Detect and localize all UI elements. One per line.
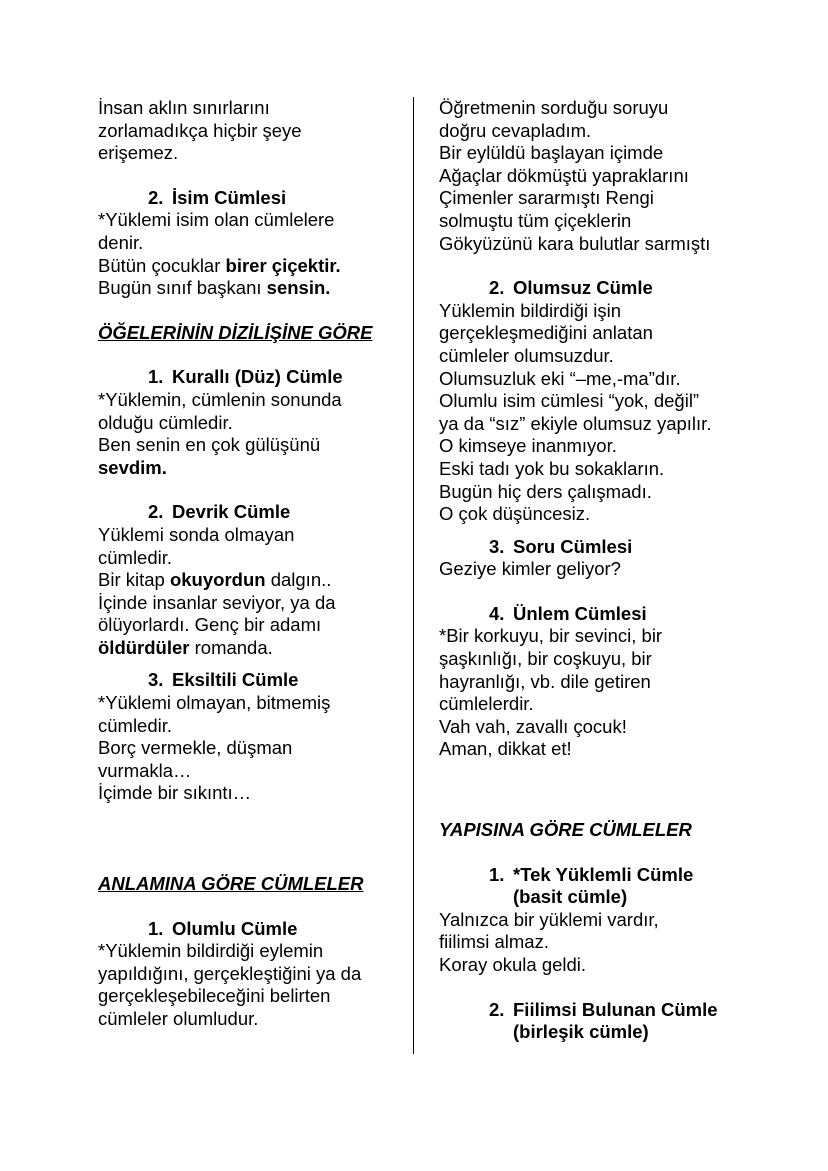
text-line: cümledir. xyxy=(98,546,173,568)
heading-subtitle: (birleşik cümle) xyxy=(513,1021,649,1043)
example-line: Eski tadı yok bu sokakların. xyxy=(439,457,665,479)
example-line: O kimseye inanmıyor. xyxy=(439,435,617,457)
example-line: vurmakla… xyxy=(98,759,192,781)
heading-number: 1. xyxy=(148,366,164,388)
text-line: denir. xyxy=(98,231,144,253)
example-line xyxy=(98,637,403,660)
heading-title: Olumlu Cümle xyxy=(172,917,298,939)
heading-title: Eksiltili Cümle xyxy=(172,669,299,691)
heading-number: 3. xyxy=(489,535,505,557)
example-text: romanda. xyxy=(189,636,273,658)
heading-number: 2. xyxy=(148,186,164,208)
example-line: Koray okula geldi. xyxy=(439,954,587,975)
heading-olumlu-cumle xyxy=(98,918,403,941)
heading-title: İsim Cümlesi xyxy=(172,186,287,208)
text-line: gerçekleşmediğini anlatan xyxy=(439,322,653,344)
text-line: cümleler olumsuzdur. xyxy=(439,344,614,366)
heading-unlem-cumlesi xyxy=(439,603,739,626)
text-line: gerçekleşebileceğini belirten xyxy=(98,985,331,1007)
heading-number: 2. xyxy=(489,998,505,1020)
section-title-yapi: YAPISINA GÖRE CÜMLELER xyxy=(439,819,692,841)
heading-fiilimsi-cumle xyxy=(439,999,739,1044)
example-line xyxy=(98,569,403,592)
heading-title: Ünlem Cümlesi xyxy=(513,602,647,624)
example-line: Aman, dikkat et! xyxy=(439,738,572,760)
example-bold: öldürdüler xyxy=(98,636,190,658)
example-bold: okuyordun xyxy=(169,569,266,591)
heading-olumsuz-cumle xyxy=(439,277,739,300)
text-line: İnsan aklın sınırlarını xyxy=(98,97,270,118)
text-line: *Yüklemi olmayan, bitmemiş xyxy=(98,692,331,714)
text-line: Bir eylüldü başlayan içimde xyxy=(439,142,664,164)
heading-title: Kurallı (Düz) Cümle xyxy=(172,366,343,388)
heading-title: Olumsuz Cümle xyxy=(513,277,653,299)
text-line: hayranlığı, vb. dile getiren xyxy=(439,670,651,692)
heading-title: Devrik Cümle xyxy=(172,501,291,523)
text-line: Yüklemin bildirdiği işin xyxy=(439,299,621,321)
example-line: ölüyorlardı. Genç bir adamı xyxy=(98,614,322,636)
heading-kuralli-cumle xyxy=(98,366,403,389)
example-line: Borç vermekle, düşman xyxy=(98,737,293,759)
example-line: Ben senin en çok gülüşünü xyxy=(98,434,321,456)
text-line: solmuştu tüm çiçeklerin xyxy=(439,209,632,231)
heading-number: 2. xyxy=(148,501,164,523)
example-line: Geziye kimler geliyor? xyxy=(439,558,621,580)
example-bold: sensin. xyxy=(266,277,331,299)
text-line: cümledir. xyxy=(98,714,173,736)
heading-devrik-cumle xyxy=(98,501,403,524)
text-line: Ağaçlar dökmüştü yapraklarını xyxy=(439,164,689,186)
text-line: Yüklemi sonda olmayan xyxy=(98,523,295,545)
example-line: İçimde bir sıkıntı… xyxy=(98,782,252,804)
example-line: O çok düşüncesiz. xyxy=(439,503,591,525)
text-line: fiilimsi almaz. xyxy=(439,931,549,953)
text-line: *Yüklemi isim olan cümlelere xyxy=(98,209,335,231)
right-column xyxy=(439,97,739,1044)
example-text: dalgın.. xyxy=(265,569,332,591)
text-line: doğru cevapladım. xyxy=(439,119,592,141)
section-title-anlam: ANLAMINA GÖRE CÜMLELER xyxy=(98,873,364,895)
text-line: *Yüklemin, cümlenin sonunda xyxy=(98,388,342,410)
text-line: Öğretmenin sorduğu soruyu xyxy=(439,97,669,118)
text-line: *Yüklemin bildirdiği eylemin xyxy=(98,940,324,962)
text-line: Yalnızca bir yüklemi vardır, xyxy=(439,908,659,930)
heading-title: Fiilimsi Bulunan Cümle xyxy=(513,998,718,1020)
heading-number: 1. xyxy=(148,917,164,939)
column-divider xyxy=(413,97,414,1054)
heading-title: *Tek Yüklemli Cümle xyxy=(513,863,694,885)
heading-isim-cumlesi xyxy=(98,187,403,210)
heading-subtitle: (basit cümle) xyxy=(513,886,628,908)
text-line: Olumsuzluk eki “–me,-ma”dır. xyxy=(439,367,681,389)
heading-tek-yuklemli-cumle xyxy=(439,864,739,909)
text-line: cümlelerdir. xyxy=(439,693,534,715)
text-line: yapıldığını, gerçekleştiğini ya da xyxy=(98,962,362,984)
example-line xyxy=(98,457,403,480)
example-line: Bugün hiç ders çalışmadı. xyxy=(439,480,652,502)
heading-eksiltili-cumle xyxy=(98,669,403,692)
example-text: Bir kitap xyxy=(98,569,170,591)
example-bold: birer çiçektir. xyxy=(225,254,341,276)
text-line: ya da “sız” ekiyle olumsuz yapılır. xyxy=(439,412,712,434)
example-bold: sevdim. xyxy=(98,456,167,478)
section-title-dizilis: ÖĞELERİNİN DİZİLİŞİNE GÖRE xyxy=(98,321,373,343)
text-line: zorlamadıkça hiçbir şeye xyxy=(98,119,302,141)
text-line: olduğu cümledir. xyxy=(98,411,233,433)
example-line: İçinde insanlar seviyor, ya da xyxy=(98,591,336,613)
heading-number: 1. xyxy=(489,863,505,885)
heading-number: 3. xyxy=(148,669,164,691)
heading-number: 2. xyxy=(489,277,505,299)
text-line: *Bir korkuyu, bir sevinci, bir xyxy=(439,625,663,647)
text-line: Çimenler sararmıştı Rengi xyxy=(439,187,654,209)
example-line xyxy=(98,277,403,300)
text-line: Olumlu isim cümlesi “yok, değil” xyxy=(439,390,700,412)
text-line: erişemez. xyxy=(98,142,179,164)
example-text: Bugün sınıf başkanı xyxy=(98,277,267,299)
example-line xyxy=(98,255,403,278)
heading-number: 4. xyxy=(489,602,505,624)
left-column xyxy=(98,97,403,1031)
heading-title: Soru Cümlesi xyxy=(513,535,633,557)
text-line: Gökyüzünü kara bulutlar sarmıştı xyxy=(439,232,711,254)
heading-soru-cumlesi xyxy=(439,536,739,559)
example-line: Vah vah, zavallı çocuk! xyxy=(439,715,627,737)
example-text: Bütün çocuklar xyxy=(98,254,226,276)
text-line: şaşkınlığı, bir coşkuyu, bir xyxy=(439,648,652,670)
text-line: cümleler olumludur. xyxy=(98,1008,259,1029)
